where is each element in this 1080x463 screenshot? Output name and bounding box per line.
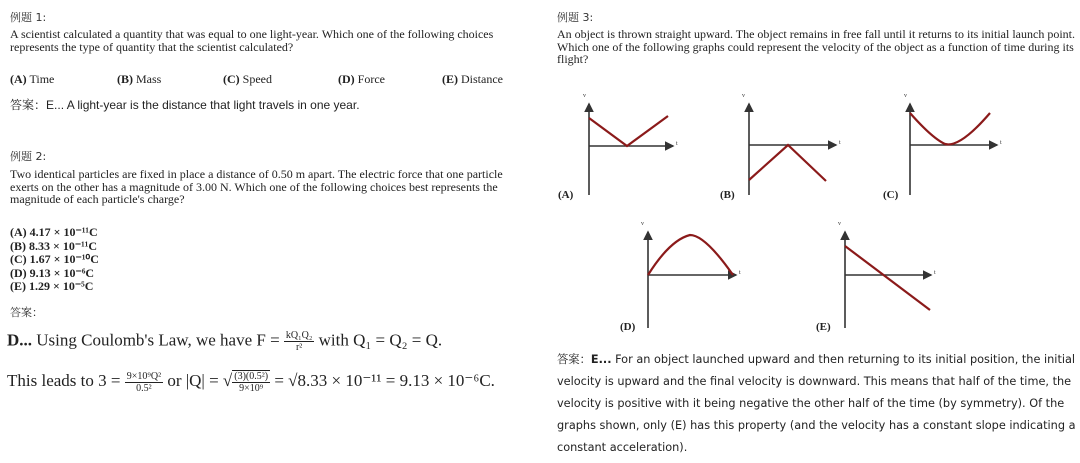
axis-label-t: t (1000, 140, 1002, 146)
graph-b-label: (B) (720, 189, 735, 201)
axis-label-v: v (838, 221, 841, 227)
q1-text: A scientist calculated a quantity that was equal to one light-year. Which one of the following choices represents the type of quantity that the scientist calculated? (10, 27, 494, 54)
q2-choice: (B) 8.33 × 10⁻¹¹C (10, 238, 98, 253)
q1-heading: 例题 1: (10, 11, 47, 24)
q1-choice-e: (E) Distance (442, 72, 503, 86)
graph-d-curve (648, 235, 733, 275)
q2-choice: (A) 4.17 × 10⁻¹¹C (10, 225, 98, 239)
q3-text: An object is thrown straight upward. The object remains in free fall until it returns to its initial launch point. Which one of the following graphs could represent the velocity of the object as a function of time during its flight? (557, 27, 1075, 66)
q1-choice-b: (B) Mass (117, 72, 162, 86)
axis-label-t: t (739, 270, 741, 276)
graph-c-curve (910, 113, 990, 144)
graph-e-curve (845, 246, 930, 310)
q1-choice-d: (D) Force (338, 72, 385, 86)
q1-choice-a: (A) Time (10, 72, 55, 86)
graph-d-label: (D) (620, 321, 636, 333)
q2-choice: (D) 9.13 × 10⁻⁶C (10, 265, 95, 280)
q1-answer: 答案：E... A light-year is the distance that light travels in one year. (10, 98, 360, 112)
axis-label-v: v (583, 93, 586, 99)
graph-b-curve (749, 145, 826, 181)
q2-solution-line2: This leads to 3 = $\frac{\text{9×10⁹Q²}}{\text{0.5²}}$ or |Q| = √ $\frac{\text{(3)(0.5²)}}{\text{9×10⁹}}$ = √8.33 × 10⁻¹¹ = 9.13 × 10⁻⁶C. (7, 370, 495, 394)
q3-answer: 答案：E... For an object launched upward and then returning to its initial position, the initial velocity is upward and the final velocity is downward. This means that half of the time, the velocity is positive with it being negative the other half of the time (by symmetry). Of the graphs shown, only (E) has this property (and the velocity has a constant slope indicating a constant acceleration). (557, 353, 1076, 454)
q2-solution-line1: D... Using Coulomb's Law, we have F = $\frac{\text{kQ₁Q₂}}{\text{r²}}$ with Q₁ = Q₂ = Q. (7, 330, 443, 353)
graph-e-label: (E) (816, 321, 831, 333)
graph-a-curve (589, 116, 668, 146)
axis-label-v: v (904, 93, 907, 99)
graph-a-label: (A) (558, 189, 574, 201)
q2-choice: (C) 1.67 × 10⁻¹⁰C (10, 252, 99, 266)
q2-answer-label: 答案： (10, 306, 43, 319)
axis-label-t: t (676, 141, 678, 147)
q2-text: Two identical particles are fixed in place a distance of 0.50 m apart. The electric force that one particle exerts on the other has a magnitude of 3.00 N. Which one of the following choices best represents the magnitude of each particle's charge? (10, 167, 503, 206)
graph-c-label: (C) (883, 189, 899, 201)
axis-label-v: v (742, 93, 745, 99)
axis-label-v: v (641, 221, 644, 227)
axis-label-t: t (839, 140, 841, 146)
axis-label-t: t (934, 270, 936, 276)
q3-heading: 例题 3: (557, 11, 594, 24)
q1-choice-c: (C) Speed (223, 72, 272, 86)
q2-heading: 例题 2: (10, 150, 47, 163)
q2-choice: (E) 1.29 × 10⁻⁵C (10, 279, 94, 293)
